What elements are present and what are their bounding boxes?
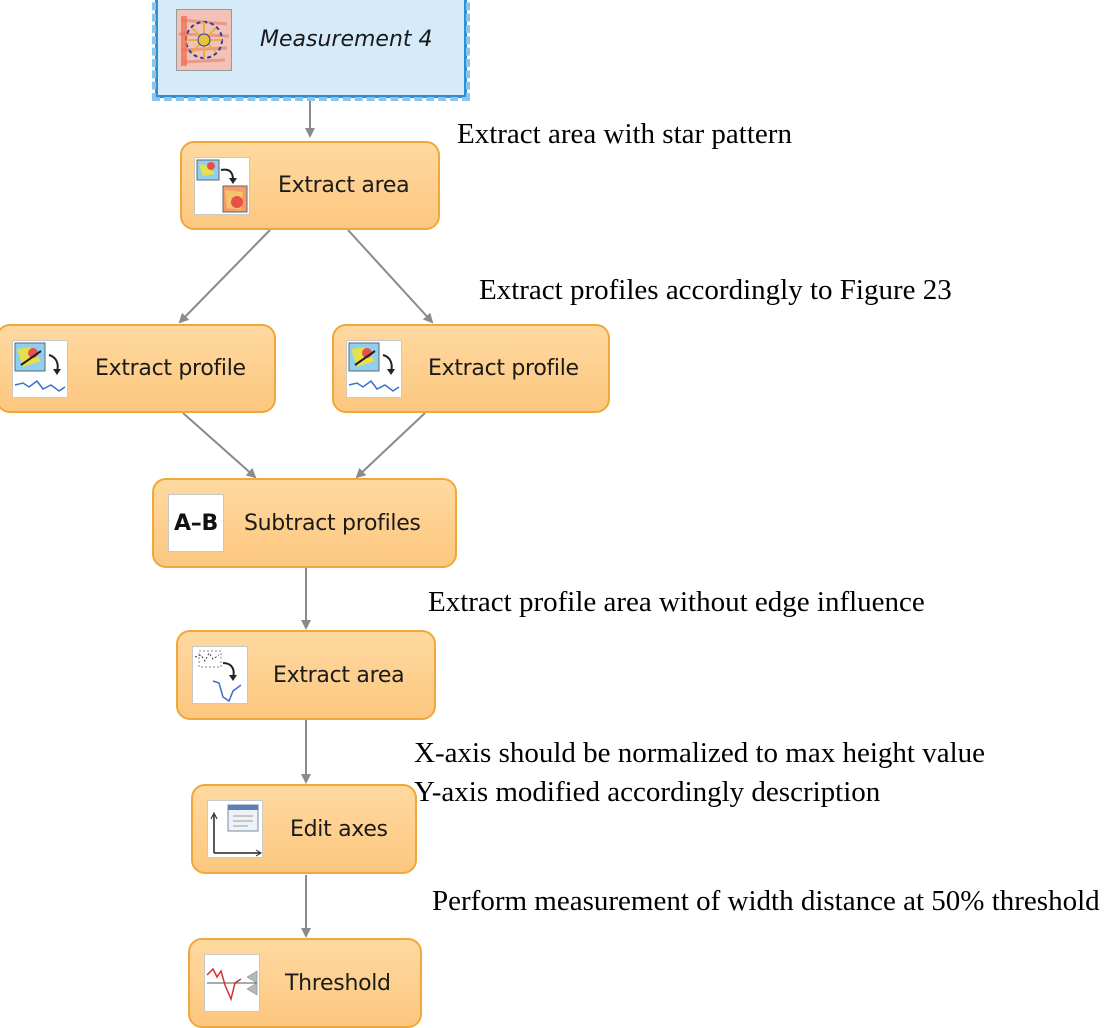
annotation-y-axis: Y-axis modified accordingly description: [414, 776, 881, 808]
extract-profile-icon: [12, 340, 68, 398]
node-subtract-profiles[interactable]: [152, 478, 457, 568]
node-label: Measurement 4: [260, 27, 433, 52]
subtract-icon: [168, 494, 224, 552]
connector-extract-area-to-right-profile: [348, 230, 432, 322]
node-label: Threshold: [285, 970, 391, 996]
node-label: Subtract profiles: [244, 510, 421, 536]
measurement-map-icon: [176, 9, 232, 71]
node-label: Extract area: [278, 173, 410, 198]
edit-axes-icon: [207, 800, 263, 858]
node-extract-area[interactable]: [180, 141, 440, 230]
node-label: Extract profile: [95, 356, 246, 381]
annotation-extract-area: Extract area with star pattern: [457, 118, 792, 150]
node-extract-area-2[interactable]: [176, 630, 436, 720]
node-edit-axes[interactable]: [191, 784, 417, 874]
subtract-icon-label: A–B: [174, 510, 218, 536]
threshold-icon: [204, 954, 260, 1012]
node-extract-profile-left[interactable]: [0, 324, 276, 413]
annotation-extract-profiles: Extract profiles accordingly to Figure 23: [479, 274, 952, 306]
annotation-threshold: Perform measurement of width distance at 50% threshold: [432, 885, 1100, 917]
node-label: Extract profile: [428, 356, 579, 381]
extract-area-icon: [194, 157, 250, 215]
connector-extract-area-to-left-profile: [180, 230, 270, 322]
connector-right-profile-to-subtract: [357, 413, 425, 477]
node-label: Extract area: [273, 662, 405, 688]
annotation-extract-profile-area: Extract profile area without edge influence: [428, 586, 925, 618]
node-label: Edit axes: [290, 816, 388, 842]
node-extract-profile-right[interactable]: [332, 324, 610, 413]
extract-profile-area-icon: [192, 646, 248, 704]
annotation-x-axis: X-axis should be normalized to max height value: [414, 737, 985, 769]
extract-profile-icon: [346, 340, 402, 398]
connector-left-profile-to-subtract: [183, 413, 255, 477]
node-threshold[interactable]: [188, 938, 422, 1028]
node-measurement[interactable]: [155, 0, 467, 98]
